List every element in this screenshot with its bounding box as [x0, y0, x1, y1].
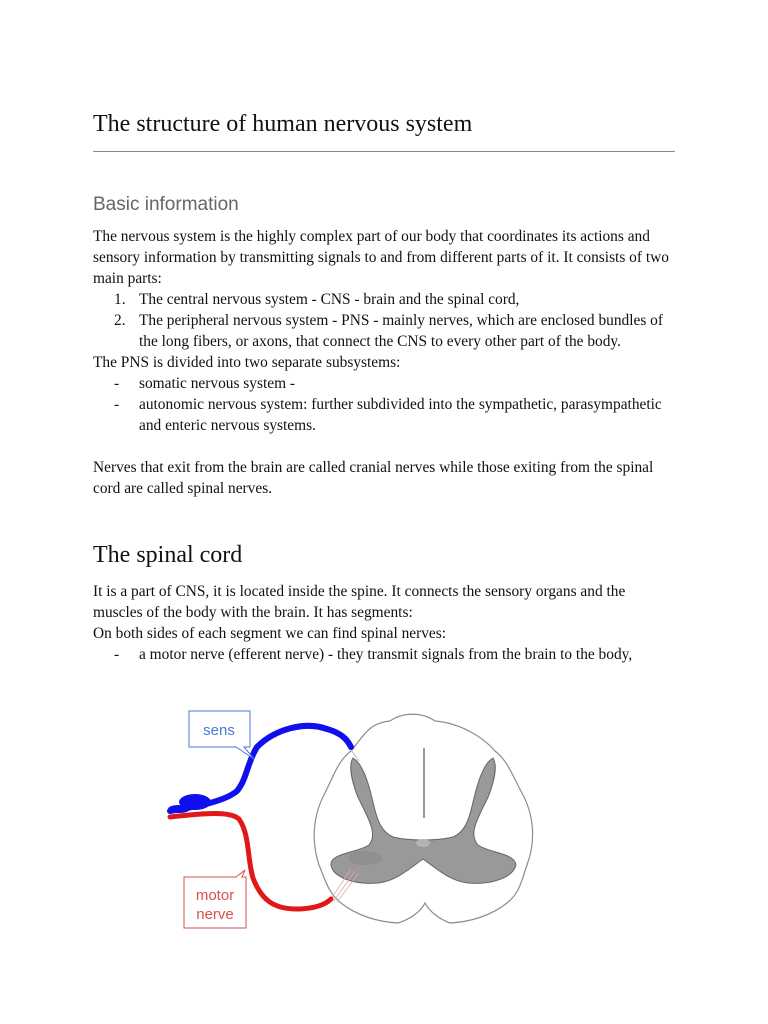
list-item-text: autonomic nervous system: further subdivided into the sympathetic, parasympathetic and enteric nervous systems.: [139, 396, 662, 434]
section-heading-spinal-cord: The spinal cord: [93, 542, 243, 568]
motor-label-line-2: nerve: [196, 906, 234, 923]
spinal-cord-section: [93, 581, 675, 665]
document-title: The structure of human nervous system: [93, 111, 473, 137]
spinal-nerves-list: [93, 644, 675, 665]
basic-info-section: [93, 226, 675, 499]
list-marker: -: [114, 396, 120, 413]
spinal-paragraph-1: It is a part of CNS, it is located inside the spine. It connects the sensory organs and the muscles of the body with the brain. It has segments:: [93, 583, 626, 621]
list-item-text: The peripheral nervous system - PNS - mainly nerves, which are enclosed bundles of the long fibers, or axons, that connect the CNS to every other part of the body.: [139, 312, 663, 350]
list-item: [93, 373, 675, 394]
list-item: [93, 310, 675, 352]
gray-matter-highlight: [348, 851, 382, 865]
nervous-system-parts-list: [93, 289, 675, 352]
list-item-text: somatic nervous system -: [139, 375, 296, 392]
list-item: [93, 289, 675, 310]
nerves-paragraph: Nerves that exit from the brain are called cranial nerves while those exiting from the spinal cord are called spinal nerves.: [93, 459, 654, 497]
list-item-text: a motor nerve (efferent nerve) - they transmit signals from the brain to the body,: [139, 646, 633, 663]
list-marker: 1.: [114, 291, 126, 308]
pns-intro-paragraph: The PNS is divided into two separate subsystems:: [93, 354, 401, 371]
title-divider: [93, 151, 675, 152]
pns-subsystems-list: [93, 373, 675, 436]
sens-label: sens: [203, 722, 235, 739]
list-marker: 2.: [114, 312, 126, 329]
spinal-cord-diagram: [165, 703, 565, 938]
list-marker: -: [114, 375, 120, 392]
list-marker: -: [114, 646, 120, 663]
spinal-paragraph-2: On both sides of each segment we can find spinal nerves:: [93, 625, 447, 642]
list-item: [93, 394, 675, 436]
list-item-text: The central nervous system - CNS - brain and the spinal cord,: [139, 291, 520, 308]
ganglion-tail: [168, 805, 190, 813]
motor-label-line-1: motor: [195, 887, 235, 904]
list-item: [93, 644, 675, 665]
section-heading-basic: Basic information: [93, 194, 239, 215]
intro-paragraph: The nervous system is the highly complex part of our body that coordinates its actions and sensory information by transmitting signals to and from different parts of it. It consists of two main parts:: [93, 228, 669, 287]
central-canal: [416, 839, 430, 847]
